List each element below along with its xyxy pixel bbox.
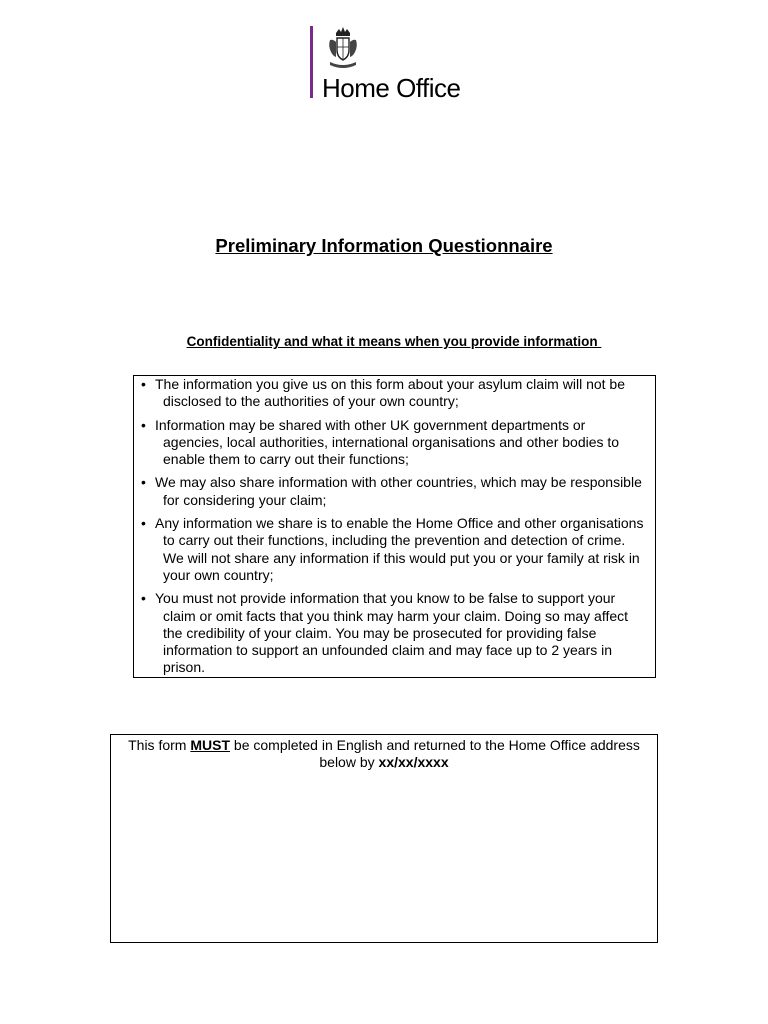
list-item-text: The information you give us on this form about your asylum claim will not be disclosed to the authorities of your own country; — [155, 376, 625, 410]
bullet-icon: • — [141, 515, 146, 532]
logo-accent-bar — [310, 26, 313, 98]
list-item — [137, 417, 649, 469]
home-office-logo — [310, 26, 510, 103]
list-item-text: Information may be shared with other UK government departments or agencies, local authorities, international organisations and other bodies to enable them to carry out their functions; — [155, 416, 620, 468]
list-item-text: We may also share information with other countries, which may be responsible for considering your claim; — [155, 474, 642, 508]
notice-emphasis: MUST — [190, 737, 231, 753]
list-item-text: Any information we share is to enable the Home Office and other organisations to carry out their functions, including the prevention and detection of crime. We will not share any information if this would put you or your family at risk in your own country; — [155, 515, 644, 583]
list-item-text: You must not provide information that you know to be false to support your claim or omit facts that you think may harm your claim. Doing so may affect the credibility of your claim. You may be prosecuted for providing false information to support an unfounded claim and may face up to 2 years in prison. — [155, 590, 629, 676]
list-item — [137, 590, 649, 676]
notice-middle: be completed in English and returned to the Home Office address below by — [230, 737, 640, 771]
return-date: xx/xx/xxxx — [378, 754, 449, 771]
page-title: Preliminary Information Questionnaire — [215, 235, 553, 256]
list-item — [137, 515, 649, 584]
brand-name: Home Office — [322, 73, 461, 103]
bullet-icon: • — [141, 376, 146, 392]
bullet-icon: • — [141, 416, 146, 433]
return-notice-box — [110, 734, 658, 943]
list-item — [137, 474, 649, 509]
confidentiality-box — [133, 375, 656, 678]
bullet-icon: • — [141, 590, 146, 607]
confidentiality-heading: Confidentiality and what it means when you provide information — [186, 334, 602, 349]
confidentiality-list — [137, 376, 649, 677]
notice-prefix: This form — [128, 737, 191, 753]
royal-coat-of-arms-icon — [326, 26, 360, 70]
bullet-icon: • — [141, 474, 146, 491]
list-item — [137, 376, 649, 411]
